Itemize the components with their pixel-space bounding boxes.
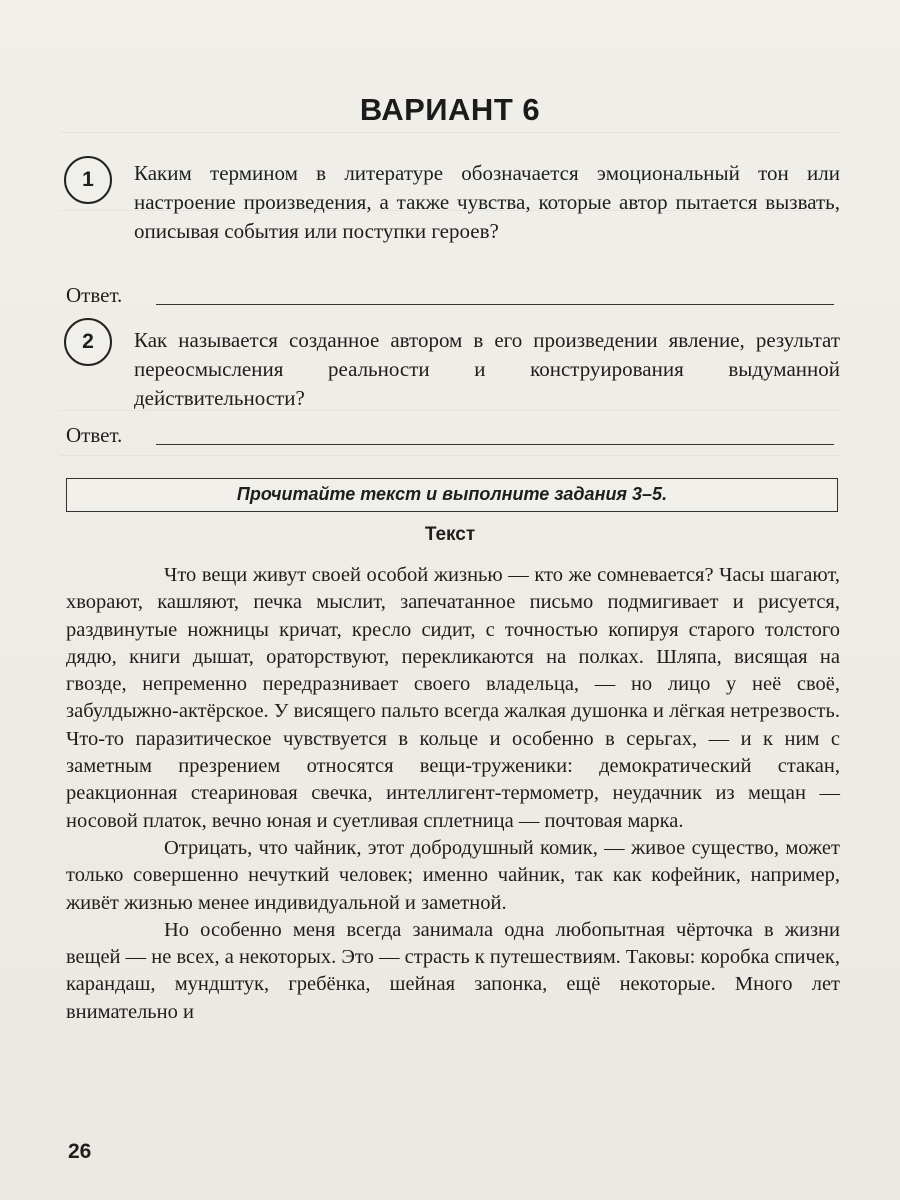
task-2 (64, 318, 844, 418)
paragraph-2: Отрицать, что чайник, этот добродушный комик, — живое существо, может только совершенно нечуткий человек; именно чайник, так как кофейник, например, живёт жизнью менее индивидуальной и заметной. (66, 836, 840, 914)
paragraph-3: Но особенно меня всегда занимала одна любопытная чёрточка в жизни вещей — не всех, а некоторых. Это — страсть к путешествиям. Таковы: коробка спичек, карандаш, мундштук, гребёнка, шейная запонка, ещё некоторые. Много лет внимательно и (66, 918, 840, 1023)
answer-1[interactable] (66, 280, 834, 310)
task-number-badge: 2 (64, 318, 112, 366)
instruction-box: Прочитайте текст и выполните задания 3–5. (66, 478, 838, 512)
paragraph-1: Что вещи живут своей особой жизнью — кто же сомневается? Часы шагают, хворают, кашляют, печка мыслит, запечатанное письмо подмигивает и рисуется, раздвинутые ножницы кричат, кресло сидит, с точностью копируя старого толстого дядю, книги дышат, ораторствуют, перекликаются на полках. Шляпа, висящая на гвозде, непременно передразнивает своего владельца, — но лицо у неё своё, забулдыжно-актёрское. У висящего пальто всегда жалкая душонка и лёгкая нетрезвость. Что-то паразитическое чувствуется в кольце и особенно в серьгах, — и к ним с заметным презрением относятся вещи-труженики: демократический стакан, реакционная стеариновая свечка, интеллигент-термометр, неудачник из мещан — носовой платок, вечно юная и суетливая сплетница — почтовая марка. (66, 564, 840, 832)
task-1 (64, 156, 844, 286)
answer-line[interactable] (156, 304, 834, 305)
answer-label: Ответ. (66, 283, 123, 307)
answer-line[interactable] (156, 444, 834, 445)
variant-title: ВАРИАНТ 6 (359, 92, 541, 127)
page-number: 26 (68, 1140, 92, 1163)
answer-2[interactable] (66, 420, 834, 450)
reading-text (66, 562, 840, 1026)
text-heading: Текст (424, 524, 476, 545)
task-number-badge: 1 (64, 156, 112, 204)
answer-label: Ответ. (66, 423, 123, 447)
task-question: Каким термином в литературе обозначается эмоциональный тон или настроение произведения, а также чувства, которые автор пытается вызвать, описывая события или поступки героев? (134, 161, 840, 243)
task-question: Как называется созданное автором в его произведении явление, результат переосмысления реальности и конструирования выдуманной действительности? (134, 328, 840, 410)
